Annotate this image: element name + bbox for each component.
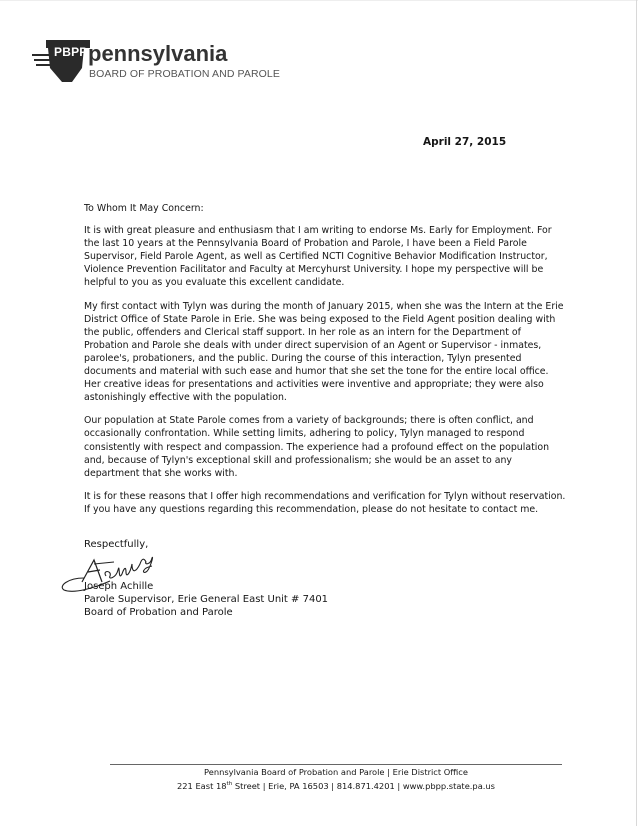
letterhead-title: pennsylvania bbox=[88, 41, 228, 66]
footer-street-suffix: th bbox=[226, 780, 233, 787]
letter-body bbox=[84, 202, 566, 526]
paragraph-3: Our population at State Parole comes from a variety of backgrounds; there is often conflict, and occasionally confrontation. While setting limits, adhering to policy, Tylyn managed to respond consistently with respect and compassion. The experience had a profound effect on the population and, because of Tylyn's exceptional skill and professionalism; she would be an asset to any department that she works with. bbox=[84, 415, 550, 479]
greeting: To Whom It May Concern: bbox=[84, 203, 204, 214]
letterhead-logo bbox=[32, 38, 292, 84]
letter-date: April 27, 2015 bbox=[423, 136, 507, 148]
signer-name: Joseph Achille bbox=[84, 581, 154, 592]
footer-address: Street | Erie, PA 16503 | 814.871.4201 | www.pbpp.state.pa.us bbox=[232, 780, 496, 791]
paragraph-1: It is with great pleasure and enthusiasm that I am writing to endorse Ms. Early for Employment. For the last 10 years at the Pennsylvania Board of Probation and Parole, I have been a Field Parole Supervisor, Field Parole Agent, as well as Certified NCTI Cognitive Behavior Modification Instructor, Violence Prevention Facilitator and Faculty at Mercyhurst University. I hope my perspective will be helpful to you as you evaluate this excellent candidate. bbox=[84, 225, 552, 289]
footer-line-1: Pennsylvania Board of Probation and Parole | Erie District Office bbox=[204, 767, 468, 777]
footer-street-number: 221 East 18 bbox=[176, 780, 227, 791]
signer-title: Parole Supervisor, Erie General East Unit # 7401 bbox=[84, 594, 329, 605]
signature-block bbox=[84, 580, 328, 619]
page-right-edge bbox=[636, 0, 637, 826]
footer-rule bbox=[110, 764, 562, 765]
letterhead-subtitle: BOARD OF PROBATION AND PAROLE bbox=[89, 68, 280, 80]
footer-line-2 bbox=[110, 779, 562, 792]
closing: Respectfully, bbox=[84, 539, 149, 550]
logo-mark: PBPP bbox=[54, 45, 88, 59]
footer bbox=[110, 767, 562, 792]
page-top-edge bbox=[0, 0, 638, 1]
paragraph-4: It is for these reasons that I offer high recommendations and verification for Tylyn without reservation. If you have any questions regarding this recommendation, please do not hesitate to contact me. bbox=[84, 490, 566, 515]
paragraph-2: My first contact with Tylyn was during the month of January 2015, when she was the Intern at the Erie District Office of State Parole in Erie. She was being exposed to the Field Agent position dealing with the public, offenders and Clerical staff support. In her role as an intern for the Department of Probation and Parole she deals with under direct supervision of an Agent or Supervisor - inmates, parolee's, probationers, and the public. During the course of this interaction, Tylyn presented documents and material with such ease and humor that she set the tone for the entire local office. Her creative ideas for presentations and activities were inventive and appropriate; they were also astonishingly effective with the population. bbox=[84, 300, 564, 404]
signer-org: Board of Probation and Parole bbox=[84, 607, 233, 618]
